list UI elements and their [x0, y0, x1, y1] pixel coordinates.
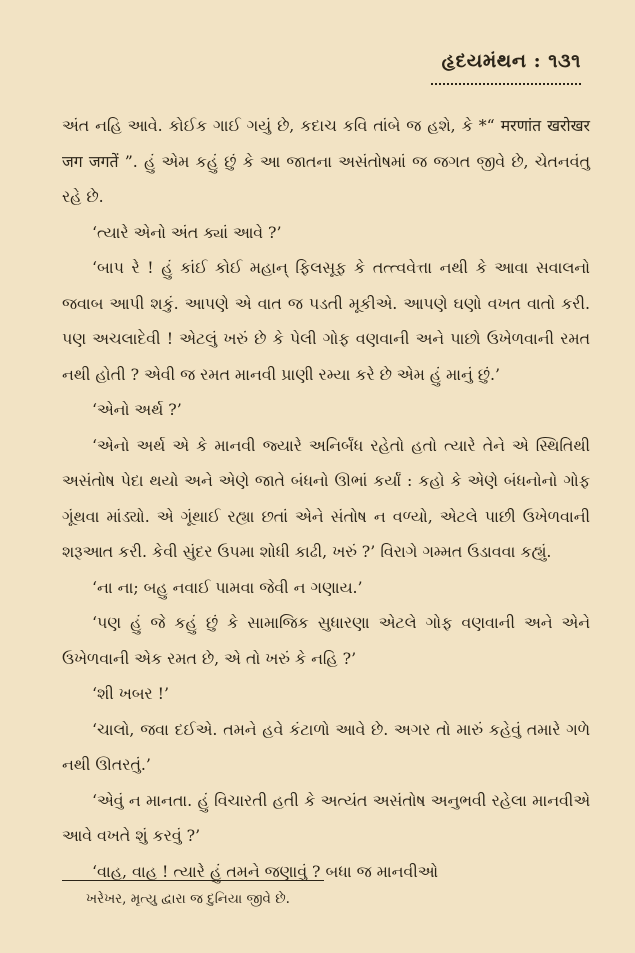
footnote-rule	[62, 880, 324, 881]
paragraph: ‘એનો અર્થ ?’	[92, 400, 182, 419]
running-title: હૃદયમંથન : ૧૩૧	[441, 50, 581, 72]
paragraph: ‘ના ના; બહુ નવાઈ પામવા જેવી ન ગણાય.’	[92, 577, 363, 597]
paragraph: ‘એનો અર્થ એ કે માનવી જ્યારે અનિર્બંધ રહેતો હતો ત્યારે તેને એ સ્થિતિથી અસંતોષ પેદા થયો અને એણે જાતે બંધનો ઊભાં કર્યાં : કહો કે એણે બંધનોનો ગોફ ગૂંથવા માંડ્યો. એ ગૂંથાઈ રહ્યા છતાં એને સંતોષ ન વળ્યો, એટલે પાછી ઉખેળવાની શરૂઆત કરી. કેવી સુંદર ઉપમા શોધી કાઢી, ખરું ?’ વિરાગે ગમ્મત ઉડાવવા કહ્યું.	[62, 435, 590, 561]
paragraph: ‘વાહ, વાહ ! ત્યારે હું તમને જણાવું ? બધા જ માનવીઓ	[92, 861, 438, 881]
header-underline	[431, 78, 581, 85]
paragraph: ‘પણ હું જે કહું છું કે સામાજિક સુધારણા એટલે ગોફ વણવાની અને એને ઉખેળવાની એક રમત છે, એ તો ખરું કે નહિ ?’	[62, 613, 590, 668]
paragraph: ‘શી ખબર !’	[92, 684, 169, 703]
paragraph: ‘ચાલો, જવા દઈએ. તમને હવે કંટાળો આવે છે. અગર તો મારું કહેવું તમારે ગળે નથી ઊતરતું.’	[62, 719, 590, 774]
footnote: ખરેખર, મૃત્યુ દ્વારા જ દુનિયા જીવે છે.	[86, 891, 290, 907]
body-text	[62, 108, 590, 889]
paragraph: ‘ત્યારે એનો અંત ક્યાં આવે ?’	[92, 222, 282, 242]
paragraph: ‘બાપ રે ! હું કાંઈ કોઈ મહાન્ ફિલસૂફ કે તત્ત્વવેત્તા નથી કે આવા સવાલનો જવાબ આપી શકું. આપણે એ વાત જ પડતી મૂકીએ. આપણે ઘણો વખત વાતો કરી. પણ અચલાદેવી ! એટલું ખરું છે કે પેલી ગોફ વણવાની અને પાછો ઉખેળવાની રમત નથી હોતી ? એવી જ રમત માનવી પ્રાણી રમ્યા કરે છે એમ હું માનું છું.’	[62, 258, 590, 384]
paragraph: અંત નહિ આવે. કોઈક ગાઈ ગયું છે, કદાચ કવિ તાંબે જ હશે, કે *“ मरणांत खरोखर जग जगतें ”. હું એમ કહું છું કે આ જાતના અસંતોષમાં જ જગત જીવે છે, ચેતનવંતુ રહે છે.	[62, 116, 590, 206]
paragraph: ‘એવું ન માનતા. હું વિચારતી હતી કે અત્યંત અસંતોષ અનુભવી રહેલા માનવીએ આવે વખતે શું કરવું ?’	[62, 790, 590, 845]
